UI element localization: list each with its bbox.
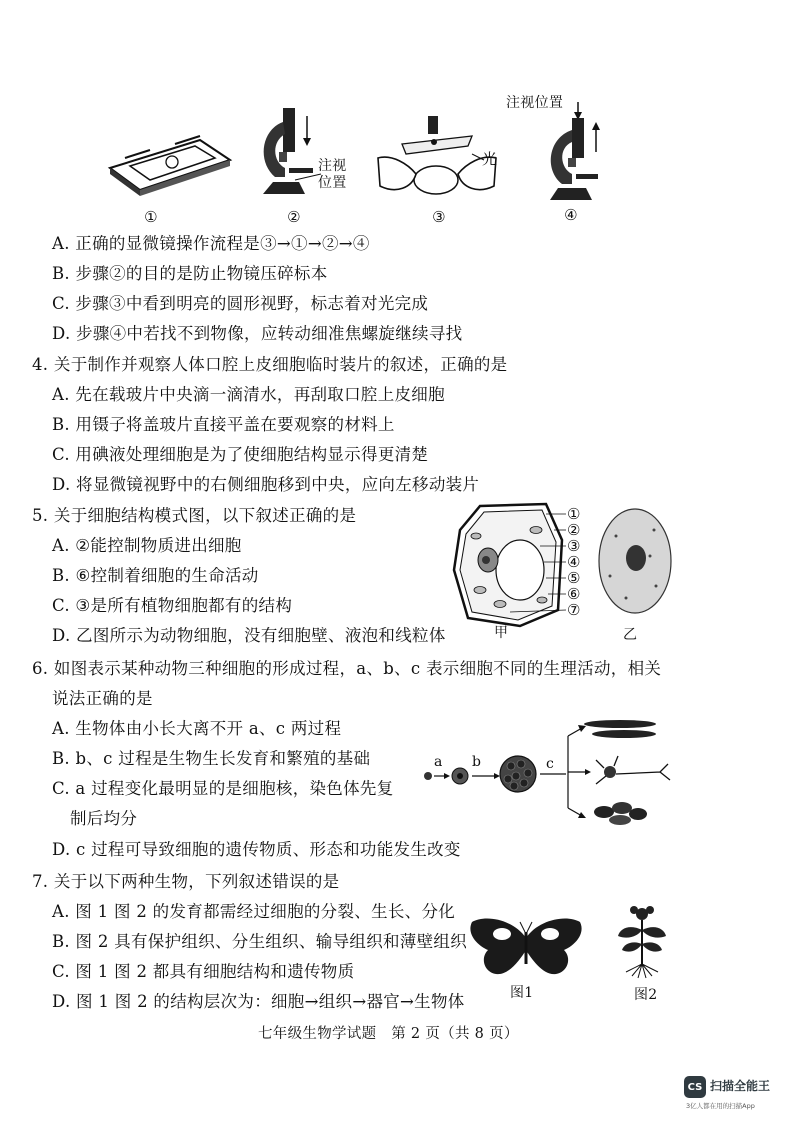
q7-option-a: A. 图 1 图 2 的发育都需经过细胞的分裂、生长、分化	[52, 902, 456, 921]
arrow-label-a: a	[434, 754, 443, 770]
figure-label-4: ④	[564, 206, 578, 224]
q3-option-b: B. 步骤②的目的是防止物镜压碎标本	[52, 264, 328, 283]
q3-option-d: D. 步骤④中若找不到物像，应转动细准焦螺旋继续寻找	[52, 324, 463, 343]
plant-icon	[612, 900, 672, 980]
page-footer: 七年级生物学试题 第 2 页（共 8 页）	[258, 1026, 519, 1042]
q4-option-a: A. 先在载玻片中央滴一滴清水，再刮取口腔上皮细胞	[52, 385, 445, 404]
figure-label-2: ②	[287, 208, 301, 226]
cell-label-7: ⑦	[567, 601, 581, 619]
q5-option-b: B. ⑥控制着细胞的生命活动	[52, 566, 259, 585]
cell-label-3: ③	[567, 537, 581, 555]
camscanner-name: 扫描全能王	[710, 1079, 771, 1093]
watch-position-label-b: 注视位置	[506, 95, 564, 111]
q7-option-d: D. 图 1 图 2 的结构层次为：细胞→组织→器官→生物体	[52, 992, 465, 1011]
arrow-label-c: c	[546, 756, 555, 772]
arrow-label-b: b	[472, 754, 482, 770]
q3-option-a: A. 正确的显微镜操作流程是③→①→②→④	[52, 234, 370, 253]
q6-option-b: B. b、c 过程是生物生长发育和繁殖的基础	[52, 749, 371, 768]
q4-option-d: D. 将显微镜视野中的右侧细胞移到中央，应向左移动装片	[52, 475, 480, 494]
q5-option-c: C. ③是所有植物细胞都有的结构	[52, 596, 293, 615]
cell-label-5: ⑤	[567, 569, 581, 587]
fig2-caption: 图2	[634, 987, 658, 1003]
figure-label-1: ①	[144, 208, 158, 226]
cell-label-4: ④	[567, 553, 581, 571]
caption-yi: 乙	[623, 627, 638, 643]
animal-cell-diagram	[596, 506, 674, 616]
butterfly-icon	[466, 916, 586, 980]
figure-label-3: ③	[432, 208, 446, 226]
watch-position-label-a: 注视 位置	[318, 158, 347, 191]
light-label: 光	[482, 150, 498, 168]
q6-stem-line1: 6. 如图表示某种动物三种细胞的形成过程，a、b、c 表示细胞不同的生理活动，相关	[32, 659, 662, 678]
q6-option-c-continued: 制后均分	[70, 809, 138, 828]
q6-option-a: A. 生物体由小长大离不开 a、c 两过程	[52, 719, 342, 738]
cell-label-6: ⑥	[567, 585, 581, 603]
microscope-lowering-figure	[255, 102, 325, 202]
caption-jia: 甲	[494, 625, 509, 641]
fig1-caption: 图1	[510, 985, 534, 1001]
q5-option-a: A. ②能控制物质进出细胞	[52, 536, 242, 555]
microscope-raising-figure	[530, 100, 610, 205]
q5-stem: 5. 关于细胞结构模式图，以下叙述正确的是	[32, 506, 357, 525]
q4-option-b: B. 用镊子将盖玻片直接平盖在要观察的材料上	[52, 415, 395, 434]
q6-option-d: D. c 过程可导致细胞的遗传物质、形态和功能发生改变	[52, 840, 461, 859]
plant-cell-diagram	[450, 500, 570, 630]
q7-option-c: C. 图 1 图 2 都具有细胞结构和遗传物质	[52, 962, 355, 981]
microscope-stage-figure	[100, 128, 235, 198]
q7-option-b: B. 图 2 具有保护组织、分生组织、输导组织和薄壁组织	[52, 932, 468, 951]
q6-option-c: C. a 过程变化最明显的是细胞核，染色体先复	[52, 779, 394, 798]
q4-option-c: C. 用碘液处理细胞是为了使细胞结构显示得更清楚	[52, 445, 429, 464]
q5-option-d: D. 乙图所示为动物细胞，没有细胞壁、液泡和线粒体	[52, 626, 446, 645]
q3-option-c: C. 步骤③中看到明亮的圆形视野，标志着对光完成	[52, 294, 429, 313]
q7-stem: 7. 关于以下两种生物，下列叙述错误的是	[32, 872, 340, 891]
q4-stem: 4. 关于制作并观察人体口腔上皮细胞临时装片的叙述，正确的是	[32, 355, 508, 374]
cell-label-2: ②	[567, 521, 581, 539]
camscanner-logo-icon: CS	[684, 1076, 706, 1098]
q6-stem-line2: 说法正确的是	[52, 689, 153, 708]
cell-label-1: ①	[567, 505, 581, 523]
camscanner-tagline: 3亿人都在用的扫描App	[686, 1102, 755, 1110]
